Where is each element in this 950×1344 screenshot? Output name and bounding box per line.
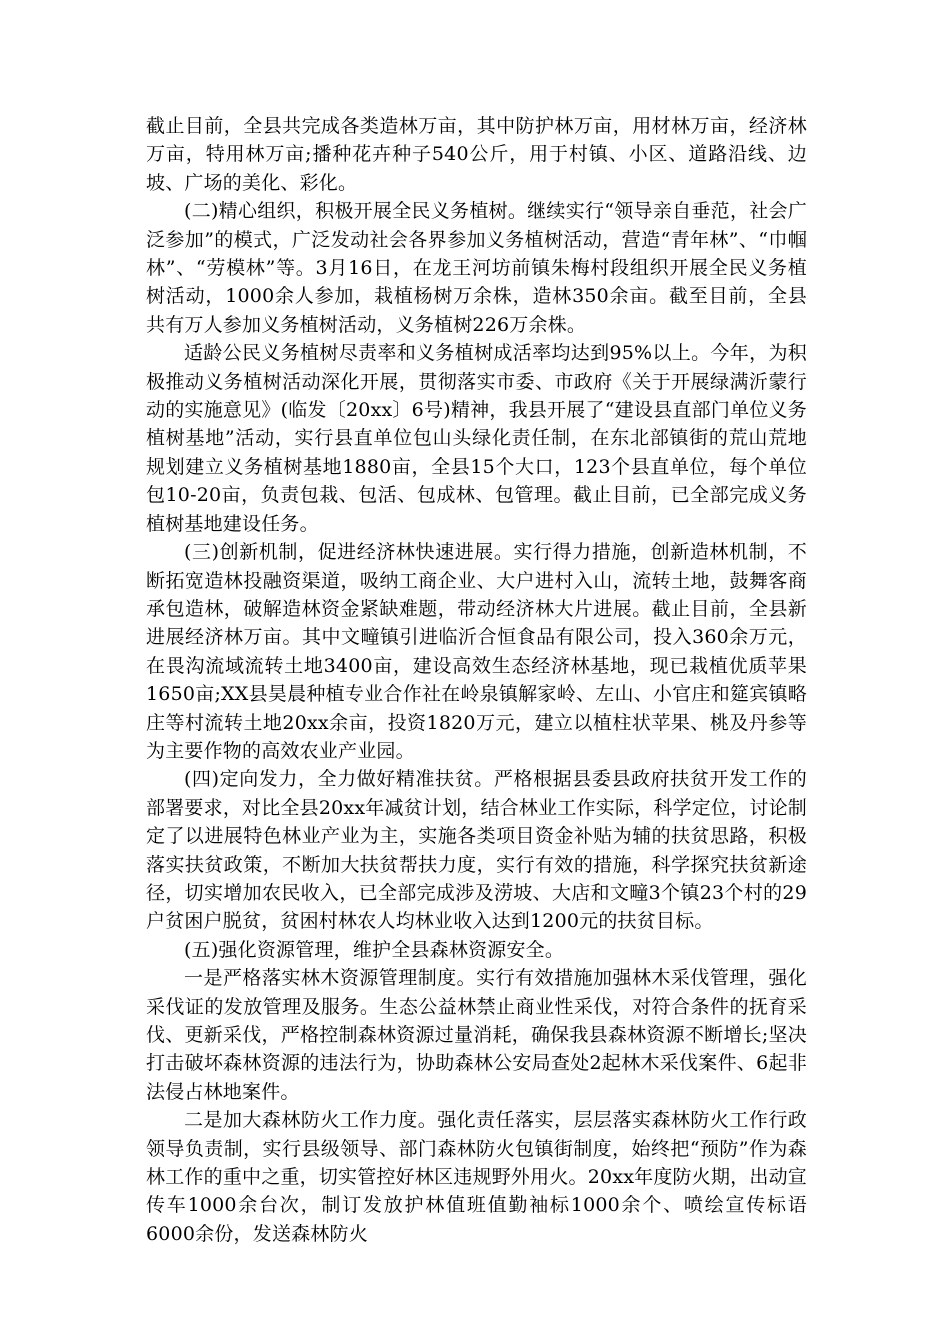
paragraph-3: 适龄公民义务植树尽责率和义务植树成活率均达到95%以上。今年，为积极推动义务植树活动深化开展，贯彻落实市委、市政府《关于开展绿满沂蒙行动的实施意见》(临发〔20xx〕6号)精神，我县开展了“建设县直部门单位义务植树基地”活动，实行县直单位包山头绿化责任制，在东北部镇街的荒山荒地规划建立义务植树基地1880亩，全县15个大口，123个县直单位，每个单位包10-20亩，负责包栽、包活、包成林、包管理。截止目前，已全部完成义务植树基地建设任务。 xyxy=(146,342,807,535)
paragraph-1: 截止目前，全县共完成各类造林万亩，其中防护林万亩，用材林万亩，经济林万亩，特用林万亩;播种花卉种子540公斤，用于村镇、小区、道路沿线、边坡、广场的美化、彩化。 xyxy=(146,115,807,194)
paragraph-2: (二)精心组织，积极开展全民义务植树。继续实行“领导亲自垂范，社会广泛参加”的模式，广泛发动社会各界参加义务植树活动，营造“青年林”、“巾帼林”、“劳模林”等。3月16日，在龙王河坊前镇朱梅村段组织开展全民义务植树活动，1000余人参加，栽植杨树万余株，造林350余亩。截至目前，全县共有万人参加义务植树活动，义务植树226万余株。 xyxy=(146,200,807,336)
paragraph-7: 一是严格落实林木资源管理制度。实行有效措施加强林木采伐管理，强化采伐证的发放管理及服务。生态公益林禁止商业性采伐，对符合条件的抚育采伐、更新采伐，严格控制森林资源过量消耗，确保我县森林资源不断增长;坚决打击破坏森林资源的违法行为，协助森林公安局查处2起林木采伐案件、6起非法侵占林地案件。 xyxy=(146,967,807,1103)
paragraph-8: 二是加大森林防火工作力度。强化责任落实，层层落实森林防火工作行政领导负责制，实行县级领导、部门森林防火包镇街制度，始终把“预防”作为森林工作的重中之重，切实管控好林区违规野外用火。20xx年度防火期，出动宣传车1000余台次，制订发放护林值班值勤袖标1000余个、喷绘宣传标语6000余份，发送森林防火 xyxy=(146,1109,807,1245)
paragraph-4: (三)创新机制，促进经济林快速进展。实行得力措施，创新造林机制，不断拓宽造林投融资渠道，吸纳工商企业、大户进村入山，流转土地，鼓舞客商承包造林，破解造林资金紧缺难题，带动经济林大片进展。截止目前，全县新进展经济林万亩。其中文疃镇引进临沂合恒食品有限公司，投入360余万元，在畏沟流域流转土地3400亩，建设高效生态经济林基地，现已栽植优质苹果1650亩;XX县昊晨种植专业合作社在岭泉镇解家岭、左山、小官庄和筵宾镇略庄等村流转土地20xx余亩，投资1820万元，建立以植柱状苹果、桃及丹参等为主要作物的高效农业产业园。 xyxy=(146,541,807,762)
document-body xyxy=(146,112,807,1248)
paragraph-6-heading: (五)强化资源管理，维护全县森林资源安全。 xyxy=(184,938,565,961)
paragraph-5: (四)定向发力，全力做好精准扶贫。严格根据县委县政府扶贫开发工作的部署要求，对比全县20xx年减贫计划，结合林业工作实际，科学定位，讨论制定了以进展特色林业产业为主，实施各类项目资金补贴为辅的扶贫思路，积极落实扶贫政策，不断加大扶贫帮扶力度，实行有效的措施，科学探究扶贫新途径，切实增加农民收入，已全部完成涉及涝坡、大店和文疃3个镇23个村的29户贫困户脱贫，贫困村林农人均林业收入达到1200元的扶贫目标。 xyxy=(146,768,807,933)
